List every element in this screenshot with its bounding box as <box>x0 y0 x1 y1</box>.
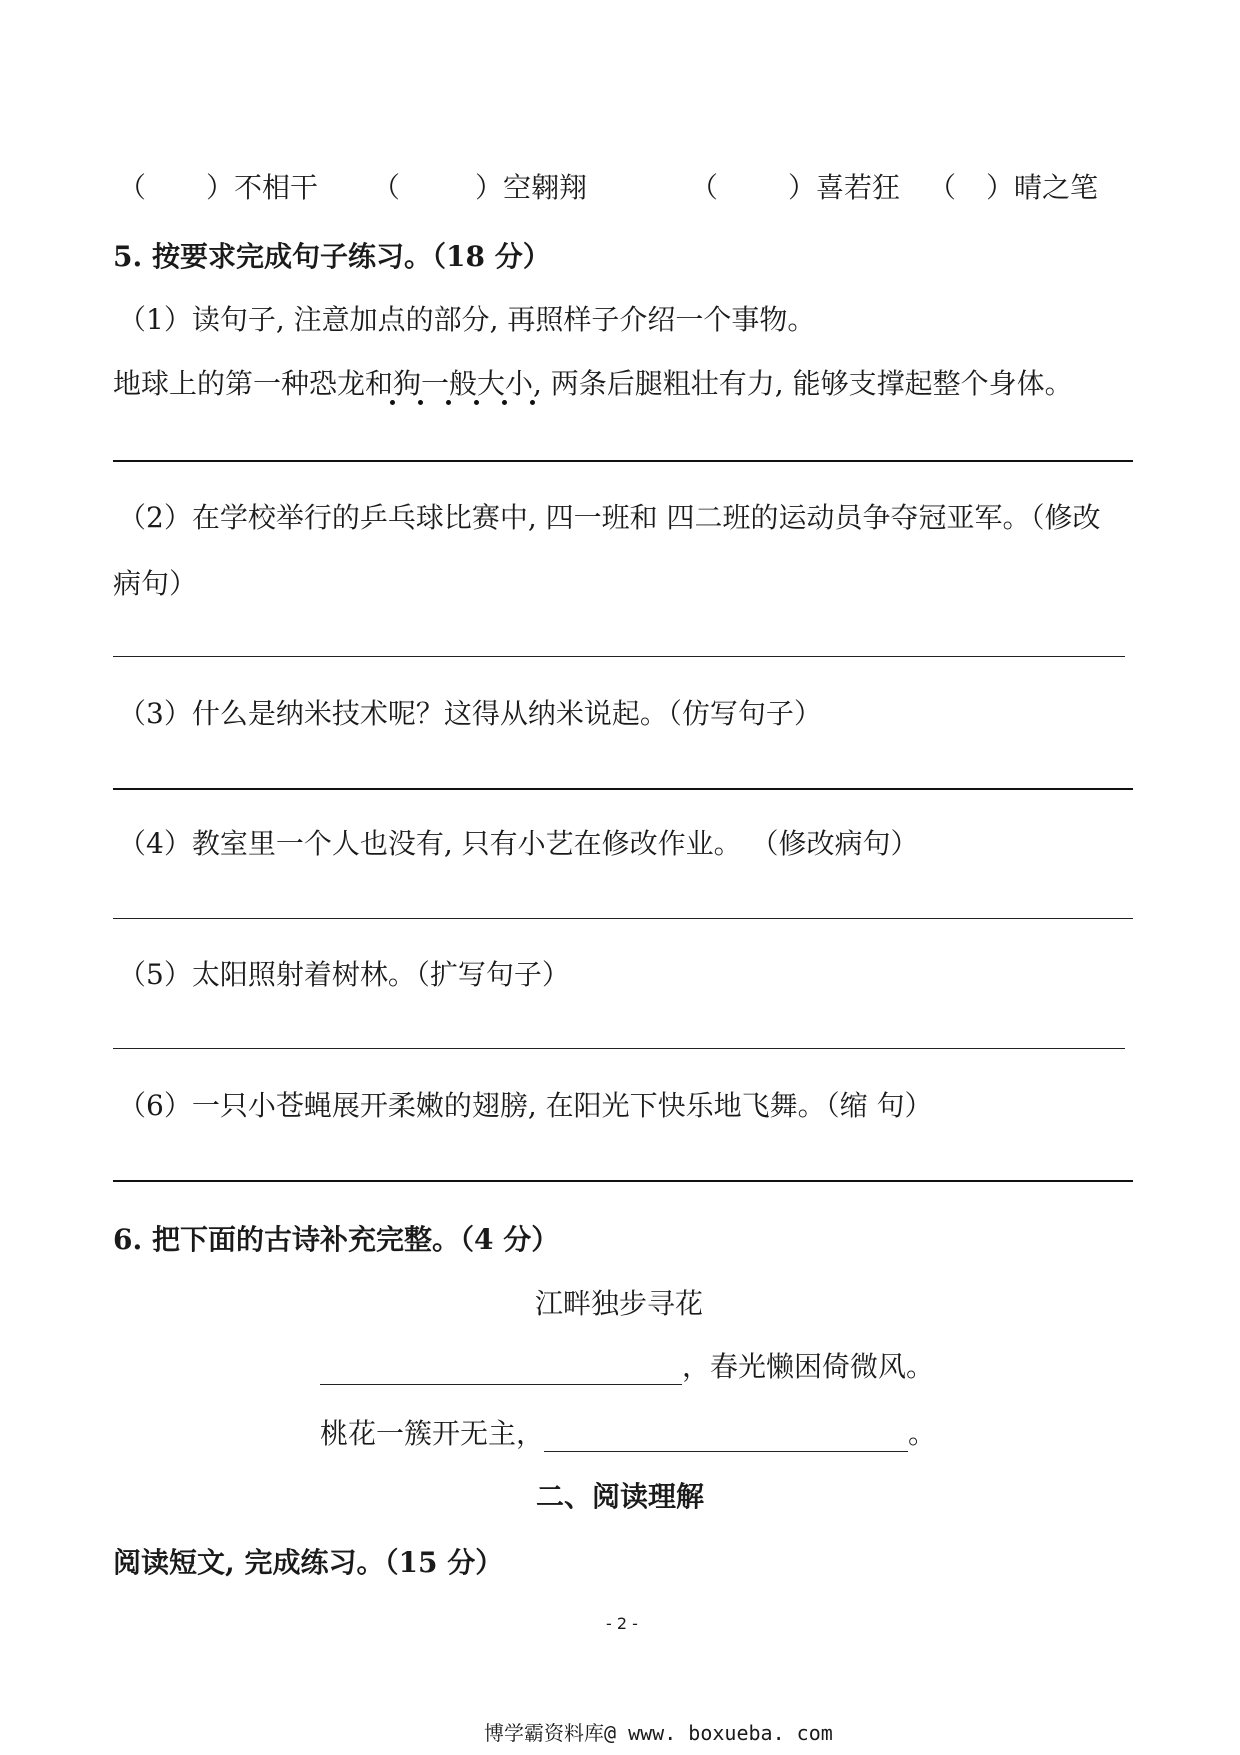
emphasis-dot <box>418 400 423 405</box>
q5-prompt: （5）太阳照射着树林。（扩写句子） <box>118 958 570 991</box>
poem-line-2-prefix: 桃花一簇开无主， <box>320 1417 545 1450</box>
emphasis-dot <box>474 400 479 405</box>
idiom-1-text: 不相干 <box>234 171 319 204</box>
idiom-2-text: 空翱翔 <box>503 171 588 204</box>
idiom-1-left-paren: （ <box>118 171 147 204</box>
idiom-3-text: 喜若狂 <box>816 171 901 204</box>
q4-answer-line[interactable] <box>113 918 1133 919</box>
page-number: - 2 - <box>606 1614 638 1633</box>
emphasis-dot <box>390 400 395 405</box>
q4-prompt: （4）教室里一个人也没有, 只有小艺在修改作业。 （修改病句） <box>118 827 919 860</box>
idiom-1 <box>118 166 318 206</box>
emphasis-dot <box>530 400 535 405</box>
q2-line2: 病句） <box>113 567 198 600</box>
idiom-3 <box>690 166 900 206</box>
poem-line-1 <box>320 1345 934 1385</box>
poem-line-1-blank[interactable] <box>320 1354 682 1385</box>
idiom-3-left-paren: （ <box>690 171 719 204</box>
idiom-2-right-paren: ） <box>475 171 504 204</box>
poem-line-2-blank[interactable] <box>544 1421 908 1452</box>
q5-answer-line[interactable] <box>113 1048 1125 1049</box>
idiom-1-right-paren: ） <box>206 171 235 204</box>
idiom-4-right-paren: ） <box>986 171 1015 204</box>
poem-line-2 <box>320 1412 936 1452</box>
idiom-4-left-paren: （ <box>928 171 957 204</box>
poem-title: 江畔独步寻花 <box>535 1287 704 1320</box>
footer-watermark: 博学霸资料库@ www. boxueba. com <box>484 1721 833 1745</box>
emphasis-dot <box>446 400 451 405</box>
q1-prompt: （1）读句子, 注意加点的部分, 再照样子介绍一个事物。 <box>118 303 816 336</box>
section6-heading: 6. 把下面的古诗补充完整。（4 分） <box>113 1223 560 1256</box>
idiom-4 <box>928 166 1098 206</box>
poem-line-1-suffix: ，春光懒困倚微风。 <box>682 1350 935 1383</box>
reading-instruction: 阅读短文, 完成练习。（15 分） <box>113 1546 504 1579</box>
q6-answer-line[interactable] <box>113 1180 1133 1182</box>
idiom-3-right-paren: ） <box>788 171 817 204</box>
idiom-2 <box>372 166 587 206</box>
poem-line-2-suffix: 。 <box>908 1417 937 1450</box>
q3-prompt: （3）什么是纳米技术呢？这得从纳米说起。（仿写句子） <box>118 697 822 730</box>
q1-answer-line[interactable] <box>113 460 1133 462</box>
q2-answer-line[interactable] <box>113 656 1125 657</box>
q6-prompt: （6）一只小苍蝇展开柔嫩的翅膀, 在阳光下快乐地飞舞。（缩 句） <box>118 1089 933 1122</box>
q1-example-sentence: 地球上的第一种恐龙和狗一般大小, 两条后腿粗壮有力, 能够支撑起整个身体。 <box>113 367 1073 400</box>
idiom-4-text: 晴之笔 <box>1014 171 1099 204</box>
emphasis-dot <box>502 400 507 405</box>
section5-heading: 5. 按要求完成句子练习。（18 分） <box>113 240 551 273</box>
part2-heading: 二、阅读理解 <box>536 1480 705 1513</box>
idiom-2-left-paren: （ <box>372 171 401 204</box>
q3-answer-line[interactable] <box>113 788 1133 790</box>
q2-line1: （2）在学校举行的乒乓球比赛中, 四一班和 四二班的运动员争夺冠亚军。（修改 <box>118 501 1101 534</box>
